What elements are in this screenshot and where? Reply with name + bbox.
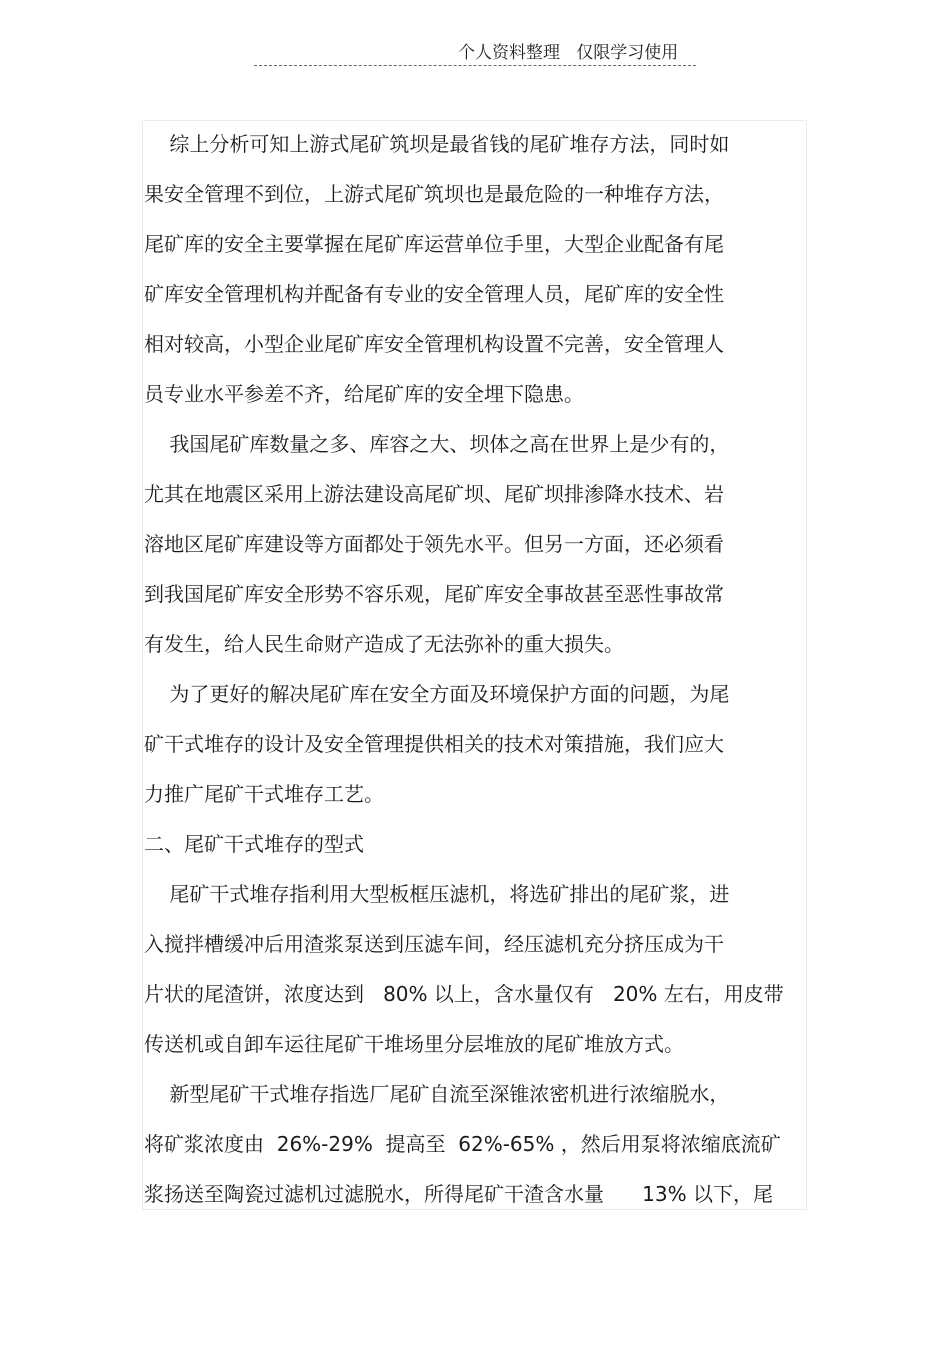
paragraph-line: 将矿浆浓度由 26%-29% 提高至 62%-65% ，然后用泵将浓缩底流矿 (144, 1132, 781, 1156)
header-divider (254, 65, 696, 66)
paragraph-line: 传送机或自卸车运往尾矿干堆场里分层堆放的尾矿堆放方式。 (144, 1032, 684, 1056)
paragraph-line: 矿库安全管理机构并配备有专业的安全管理人员，尾矿库的安全性 (144, 282, 724, 306)
paragraph-line: 溶地区尾矿库建设等方面都处于领先水平。但另一方面，还必须看 (144, 532, 724, 556)
paragraph-line: 到我国尾矿库安全形势不容乐观，尾矿库安全事故甚至恶性事故常 (144, 582, 724, 606)
paragraph-line: 相对较高，小型企业尾矿库安全管理机构设置不完善，安全管理人 (144, 332, 724, 356)
paragraph-line: 为了更好的解决尾矿库在安全方面及环境保护方面的问题，为尾 (144, 682, 730, 706)
paragraph-line: 矿干式堆存的设计及安全管理提供相关的技术对策措施，我们应大 (144, 732, 724, 756)
paragraph-line: 我国尾矿库数量之多、库容之大、坝体之高在世界上是少有的， (144, 432, 730, 456)
paragraph-line: 力推广尾矿干式堆存工艺。 (144, 782, 384, 806)
paragraph-line: 尾矿干式堆存指利用大型板框压滤机，将选矿排出的尾矿浆，进 (144, 882, 730, 906)
section-heading: 二、尾矿干式堆存的型式 (144, 832, 364, 856)
paragraph-line: 员专业水平参差不齐，给尾矿库的安全埋下隐患。 (144, 382, 584, 406)
paragraph-line: 新型尾矿干式堆存指选厂尾矿自流至深锥浓密机进行浓缩脱水， (144, 1082, 730, 1106)
paragraph-line: 片状的尾渣饼，浓度达到 80% 以上，含水量仅有 20% 左右，用皮带 (144, 982, 784, 1006)
header-text: 个人资料整理 仅限学习使用 (458, 43, 679, 63)
paragraph-line: 有发生，给人民生命财产造成了无法弥补的重大损失。 (144, 632, 624, 656)
paragraph-line: 综上分析可知上游式尾矿筑坝是最省钱的尾矿堆存方法，同时如 (144, 132, 730, 156)
page-header (0, 40, 950, 70)
paragraph-line: 入搅拌槽缓冲后用渣浆泵送到压滤车间，经压滤机充分挤压成为干 (144, 932, 724, 956)
paragraph-line: 尾矿库的安全主要掌握在尾矿库运营单位手里，大型企业配备有尾 (144, 232, 724, 256)
paragraph-line: 尤其在地震区采用上游法建设高尾矿坝、尾矿坝排渗降水技术、岩 (144, 482, 724, 506)
paragraph-line: 浆扬送至陶瓷过滤机过滤脱水，所得尾矿干渣含水量 13% 以下，尾 (144, 1182, 773, 1206)
paragraph-line: 果安全管理不到位，上游式尾矿筑坝也是最危险的一种堆存方法， (144, 182, 724, 206)
